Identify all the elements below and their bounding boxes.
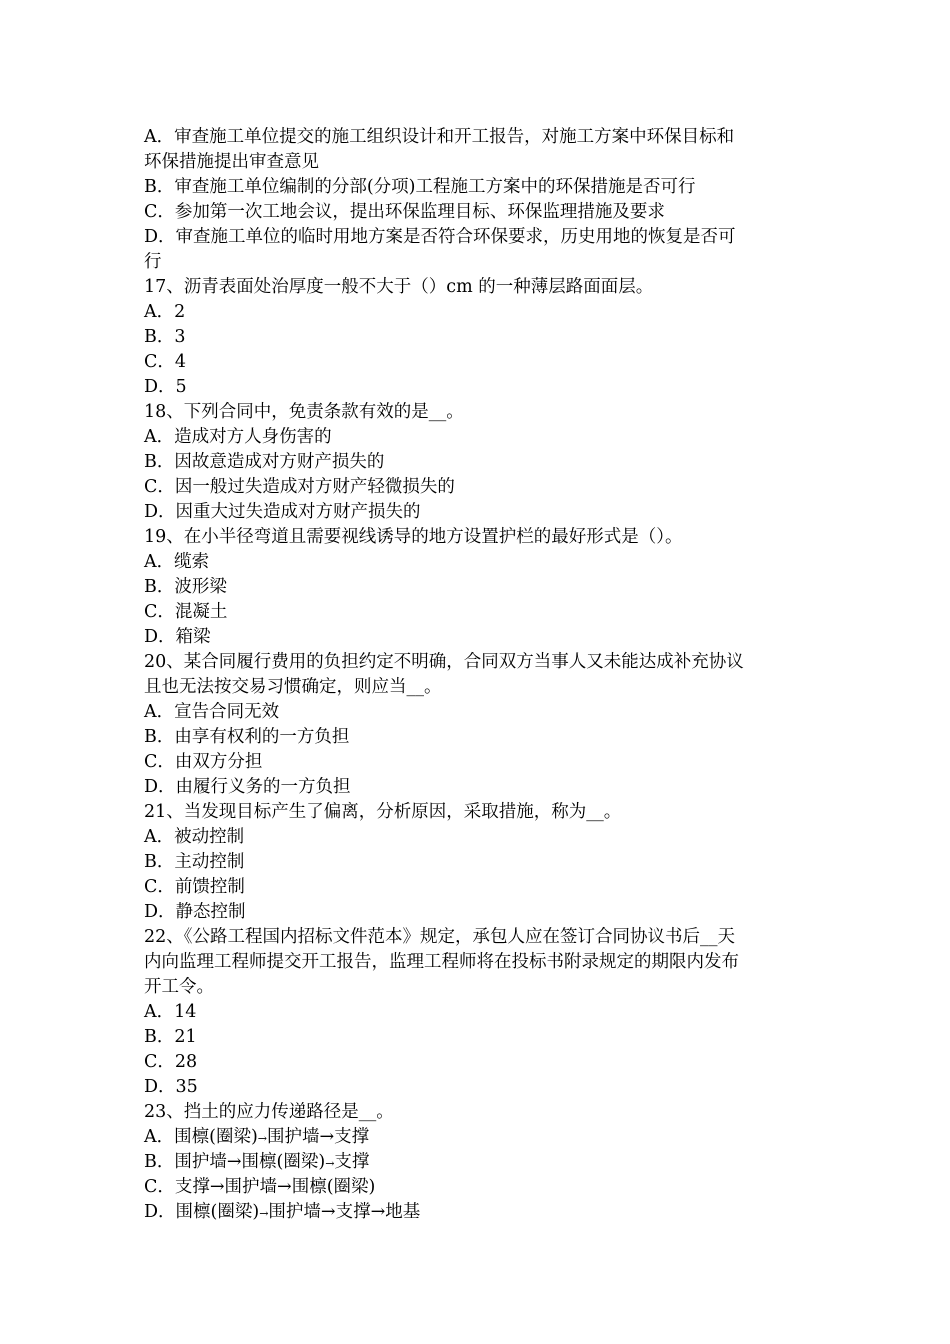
option-line: B．3 xyxy=(144,327,186,347)
option-line-q23-c xyxy=(144,1175,812,1200)
question-23: 23、挡土的应力传递路径是__。 xyxy=(144,1102,394,1122)
option-line: A．2 xyxy=(144,302,186,322)
option-line: D．35 xyxy=(144,1077,198,1097)
question-21: 21、当发现目标产生了偏离，分析原因，采取措施，称为__。 xyxy=(144,802,622,822)
option-line: D．由履行义务的一方负担 xyxy=(144,777,351,797)
option-line: D．箱梁 xyxy=(144,627,211,647)
arrow-icon: → xyxy=(257,1132,268,1145)
document-content xyxy=(144,125,812,1225)
option-line-q23-a xyxy=(144,1125,812,1150)
text-line: D．审查施工单位的临时用地方案是否符合环保要求，历史用地的恢复是否可 xyxy=(144,227,736,247)
text-line: A．审查施工单位提交的施工组织设计和开工报告，对施工方案中环保目标和 xyxy=(144,127,735,147)
option-line: A．造成对方人身伤害的 xyxy=(144,427,332,447)
text-line: C．参加第一次工地会议，提出环保监理目标、环保监理措施及要求 xyxy=(144,202,665,222)
question-18: 18、下列合同中，免责条款有效的是__。 xyxy=(144,402,464,422)
text-line: B．审查施工单位编制的分部(分项)工程施工方案中的环保措施是否可行 xyxy=(144,177,696,197)
option-line: D．5 xyxy=(144,377,187,397)
option-text: C．支撑→围护墙→围檩(圈梁) xyxy=(144,1177,376,1197)
option-line: B．21 xyxy=(144,1027,197,1047)
option-line: B．波形梁 xyxy=(144,577,227,597)
option-line-q23-d xyxy=(144,1200,812,1225)
option-line-q23-b xyxy=(144,1150,812,1175)
option-line: D．因重大过失造成对方财产损失的 xyxy=(144,502,421,522)
option-line: B．因故意造成对方财产损失的 xyxy=(144,452,385,472)
question-17: 17、沥青表面处治厚度一般不大于（）cm 的一种薄层路面面层。 xyxy=(144,277,654,297)
question-20: 20、某合同履行费用的负担约定不明确，合同双方当事人又未能达成补充协议 xyxy=(144,652,744,672)
question-19: 19、在小半径弯道且需要视线诱导的地方设置护栏的最好形式是（）。 xyxy=(144,527,683,547)
question-22: 22、《公路工程国内招标文件范本》规定，承包人应在签订合同协议书后__天 xyxy=(144,927,736,947)
text-line: 行 xyxy=(144,252,162,272)
option-line: B．由享有权利的一方负担 xyxy=(144,727,350,747)
text-line: 内向监理工程师提交开工报告，监理工程师将在投标书附录规定的期限内发布 xyxy=(144,952,739,972)
text-line: 环保措施提出审查意见 xyxy=(144,152,319,172)
option-text: D．围檩(圈梁) xyxy=(144,1202,260,1222)
option-text: 围护墙→支撑→地基 xyxy=(268,1202,421,1222)
option-text: A．围檩(圈梁) xyxy=(144,1127,258,1147)
option-line: B．主动控制 xyxy=(144,852,245,872)
text-line: 开工令。 xyxy=(144,977,214,997)
option-text: B．围护墙→围檩(圈梁) xyxy=(144,1152,326,1172)
option-line: A．被动控制 xyxy=(144,827,245,847)
option-line: A．缆索 xyxy=(144,552,210,572)
option-line: C．28 xyxy=(144,1052,198,1072)
option-line: C．因一般过失造成对方财产轻微损失的 xyxy=(144,477,455,497)
option-line: A．宣告合同无效 xyxy=(144,702,280,722)
option-line: A．14 xyxy=(144,1002,197,1022)
text-line: 且也无法按交易习惯确定，则应当__。 xyxy=(144,677,442,697)
option-line: C．由双方分担 xyxy=(144,752,263,772)
option-line: D．静态控制 xyxy=(144,902,246,922)
option-line: C．前馈控制 xyxy=(144,877,245,897)
option-text: 支撑 xyxy=(334,1152,370,1172)
option-line: C．混凝土 xyxy=(144,602,228,622)
option-text: 围护墙→支撑 xyxy=(267,1127,370,1147)
arrow-icon: → xyxy=(325,1157,335,1170)
option-line: C．4 xyxy=(144,352,187,372)
arrow-icon: → xyxy=(259,1207,269,1220)
